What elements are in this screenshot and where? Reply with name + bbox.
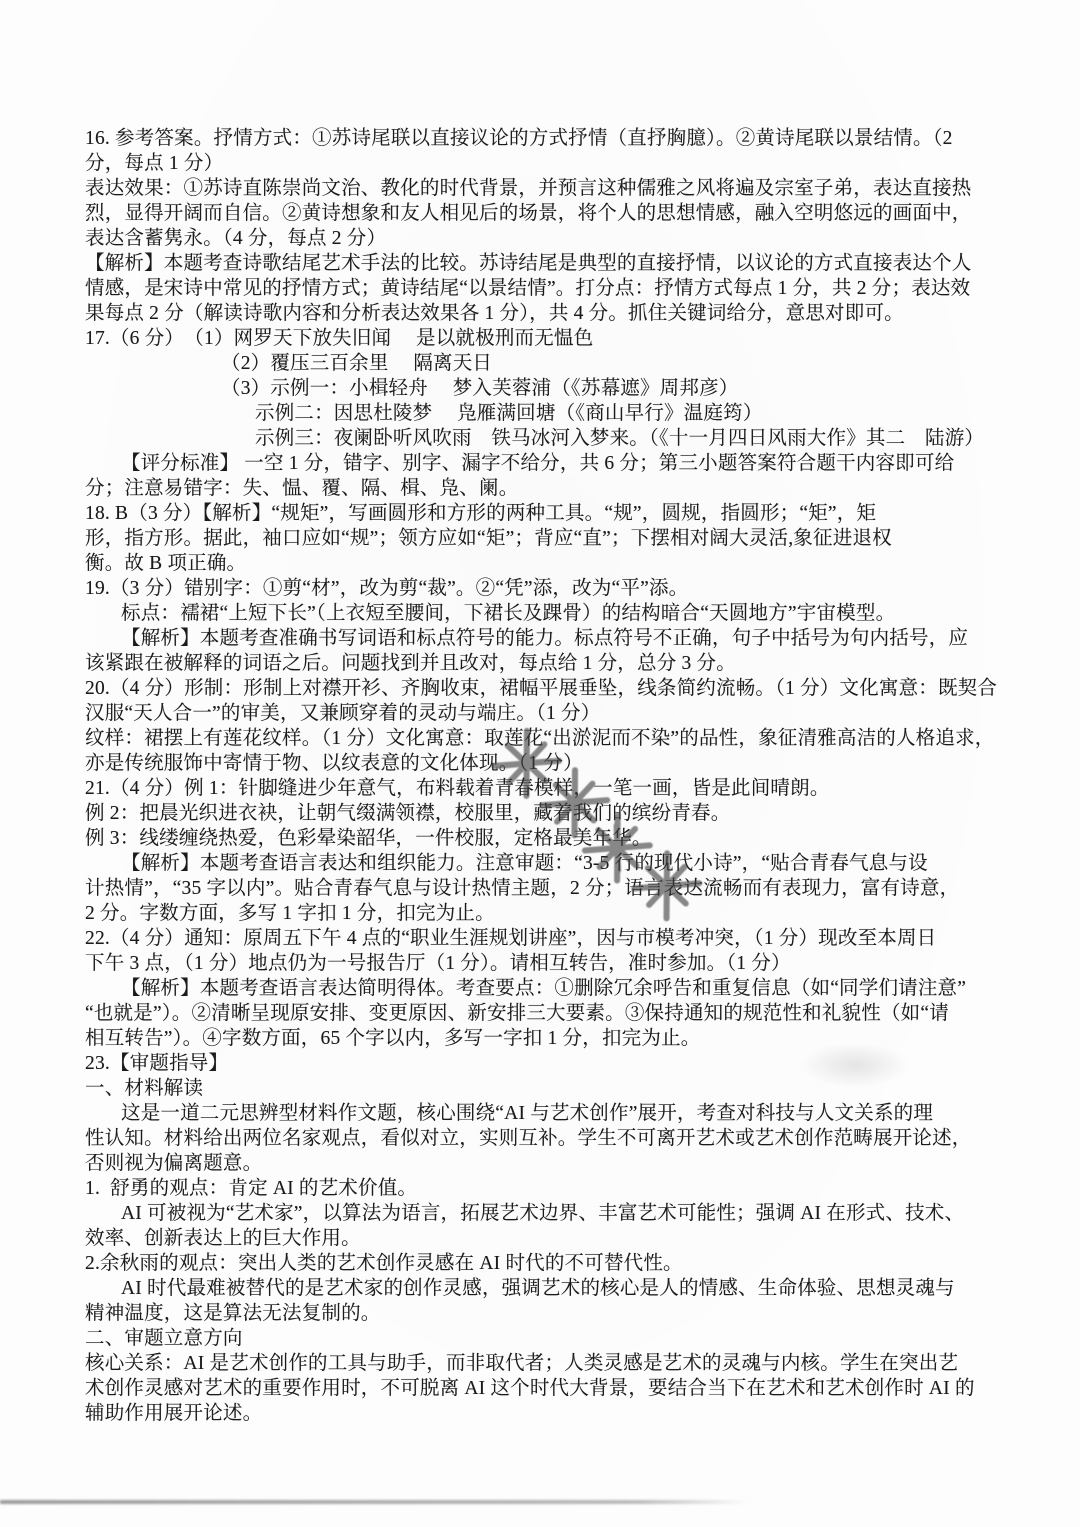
text-line: 性认知。材料给出两位名家观点，看似对立，实则互补。学生不可离开艺术或艺术创作范畴展开论述， xyxy=(85,1128,972,1149)
text-line: 【解析】本题考查准确书写词语和标点符号的能力。标点符号不正确，句子中括号为句内括号，应 xyxy=(121,628,969,649)
text-line: 示例二：因思杜陵梦 凫雁满回塘（《商山早行》温庭筠） xyxy=(255,403,763,424)
text-line: 计热情”，“35 字以内”。贴合青春气息与设计热情主题，2 分；语言表达流畅而有表现力，富有诗意， xyxy=(85,878,960,899)
text-line: 【解析】本题考查语言表达和组织能力。注意审题：“3-5 行的现代小诗”，“贴合青春气息与设 xyxy=(121,853,928,874)
text-line: 果每点 2 分（解读诗歌内容和分析表达效果各 1 分），共 4 分。抓住关键词给分，意思对即可。 xyxy=(85,303,904,324)
text-line: 【评分标准】 一空 1 分，错字、别字、漏字不给分，共 6 分；第三小题答案符合题干内容即可给 xyxy=(121,453,955,474)
text-line: “也就是”）。②清晰呈现原安排、变更原因、新安排三大要素。③保持通知的规范性和礼貌性（如“请 xyxy=(85,1003,949,1024)
text-line: 亦是传统服饰中寄情于物、以纹表意的文化体现。（1 分） xyxy=(85,753,583,774)
text-line: 例 2：把晨光织进衣袂，让朝气缀满领襟，校服里，藏着我们的缤纷青春。 xyxy=(85,803,731,824)
text-line: 分；注意易错字：失、愠、覆、隔、楫、凫、阑。 xyxy=(85,478,519,499)
text-line: 1. 舒勇的观点：肯定 AI 的艺术价值。 xyxy=(85,1178,418,1199)
text-line: 下午 3 点，（1 分）地点仍为一号报告厅（1 分）。请相互转告，准时参加。（1 分） xyxy=(85,953,791,974)
text-line: 20.（4 分）形制：形制上对襟开衫、齐胸收束，裙幅平展垂坠，线条简约流畅。（1 分）文化寓意：既契合 xyxy=(85,678,998,699)
text-line: 分，每点 1 分） xyxy=(85,153,224,174)
scan-edge-shadow xyxy=(0,1500,748,1504)
text-line: 示例三：夜阑卧听风吹雨 铁马冰河入梦来。（《十一月四日风雨大作》其二 陆游） xyxy=(255,428,985,449)
text-line: 16. 参考答案。抒情方式：①苏诗尾联以直接议论的方式抒情（直抒胸臆）。②黄诗尾联以景结情。（2 xyxy=(85,128,953,149)
text-line: 核心关系：AI 是艺术创作的工具与助手，而非取代者；人类灵感是艺术的灵魂与内核。学生在突出艺 xyxy=(85,1353,959,1374)
text-line: AI 时代最难被替代的是艺术家的创作灵感，强调艺术的核心是人的情感、生命体验、思想灵魂与 xyxy=(121,1278,955,1299)
text-line: 18. B（3 分）【解析】“规矩”，写画圆形和方形的两种工具。“规”，圆规，指圆形；“矩”，矩 xyxy=(85,503,877,524)
text-line: 【解析】本题考查诗歌结尾艺术手法的比较。苏诗结尾是典型的直接抒情，以议论的方式直接表达个人 xyxy=(85,253,972,274)
text-line: 这是一道二元思辨型材料作文题，核心围绕“AI 与艺术创作”展开，考查对科技与人文关系的理 xyxy=(121,1103,934,1124)
answer-key-text-block xyxy=(85,126,1000,1426)
text-line: 22.（4 分）通知：原周五下午 4 点的“职业生涯规划讲座”，因与市模考冲突，（1 分）现改至本周日 xyxy=(85,928,937,949)
text-line: 二、审题立意方向 xyxy=(85,1328,243,1349)
text-line: 汉服“天人合一”的审美，又兼顾穿着的灵动与端庄。（1 分） xyxy=(85,703,601,724)
text-line: 衡。故 B 项正确。 xyxy=(85,553,247,574)
text-line: 标点：襦裙“上短下长”（上衣短至腰间，下裙长及踝骨）的结构暗合“天圆地方”宇宙模型。 xyxy=(121,603,896,624)
text-line: 一、材料解读 xyxy=(85,1078,204,1099)
text-line: 表达效果：①苏诗直陈崇尚文治、教化的时代背景，并预言这种儒雅之风将遍及宗室子弟，表达直接热 xyxy=(85,178,972,199)
text-line: 2 分。字数方面，多写 1 字扣 1 分，扣完为止。 xyxy=(85,903,495,924)
text-line: 相互转告”）。④字数方面，65 个字以内，多写一字扣 1 分，扣完为止。 xyxy=(85,1028,701,1049)
text-line: 23.【审题指导】 xyxy=(85,1053,229,1074)
text-line: 2.余秋雨的观点：突出人类的艺术创作灵感在 AI 时代的不可替代性。 xyxy=(85,1253,683,1274)
text-line: 效率、创新表达上的巨大作用。 xyxy=(85,1228,361,1249)
text-line: （3）示例一：小楫轻舟 梦入芙蓉浦（《苏幕遮》周邦彦） xyxy=(221,378,739,399)
text-line: 形，指方形。据此，袖口应如“规”；领方应如“矩”；背应“直”；下摆相对阔大灵活,象征进退权 xyxy=(85,528,892,549)
text-line: 否则视为偏离题意。 xyxy=(85,1153,263,1174)
text-line: 精神温度，这是算法无法复制的。 xyxy=(85,1303,381,1324)
text-line: 19.（3 分）错别字：①剪“材”，改为剪“裁”。②“凭”添，改为“平”添。 xyxy=(85,578,689,599)
text-line: 例 3：线缕缠绕热爱，色彩晕染韶华，一件校服，定格最美年华。 xyxy=(85,828,652,849)
text-line: 术创作灵感对艺术的重要作用时，不可脱离 AI 这个时代大背景，要结合当下在艺术和艺术创作时 AI 的 xyxy=(85,1378,975,1399)
text-line: 烈，显得开阔而自信。②黄诗想象和友人相见后的场景，将个人的思想情感，融入空明悠远的画面中， xyxy=(85,203,972,224)
text-line: 辅助作用展开论述。 xyxy=(85,1403,263,1424)
text-line: 该紧跟在被解释的词语之后。问题找到并且改对，每点给 1 分，总分 3 分。 xyxy=(85,653,736,674)
text-line: 17.（6 分） （1）网罗天下放失旧闻 是以就极刑而无愠色 xyxy=(85,328,594,349)
text-line: 表达含蓄隽永。（4 分，每点 2 分） xyxy=(85,228,387,249)
text-line: 21.（4 分）例 1：针脚缝进少年意气，布料载着青春模样，一笔一画，皆是此间晴朗。 xyxy=(85,778,830,799)
text-line: AI 可被视为“艺术家”，以算法为语言，拓展艺术边界、丰富艺术可能性；强调 AI 在形式、技术、 xyxy=(121,1203,965,1224)
text-line: 【解析】本题考查语言表达简明得体。考查要点：①删除冗余呼告和重复信息（如“同学们请注意” xyxy=(121,978,967,999)
text-line: 情感，是宋诗中常见的抒情方式；黄诗结尾“以景结情”。打分点：抒情方式每点 1 分，共 2 分；表达效 xyxy=(85,278,971,299)
text-line: （2）覆压三百余里 隔离天日 xyxy=(221,353,493,374)
text-line: 纹样：裙摆上有莲花纹样。（1 分）文化寓意：取莲花“出淤泥而不染”的品性，象征清雅高洁的人格追求， xyxy=(85,728,995,749)
scan-smudge xyxy=(800,1042,910,1088)
